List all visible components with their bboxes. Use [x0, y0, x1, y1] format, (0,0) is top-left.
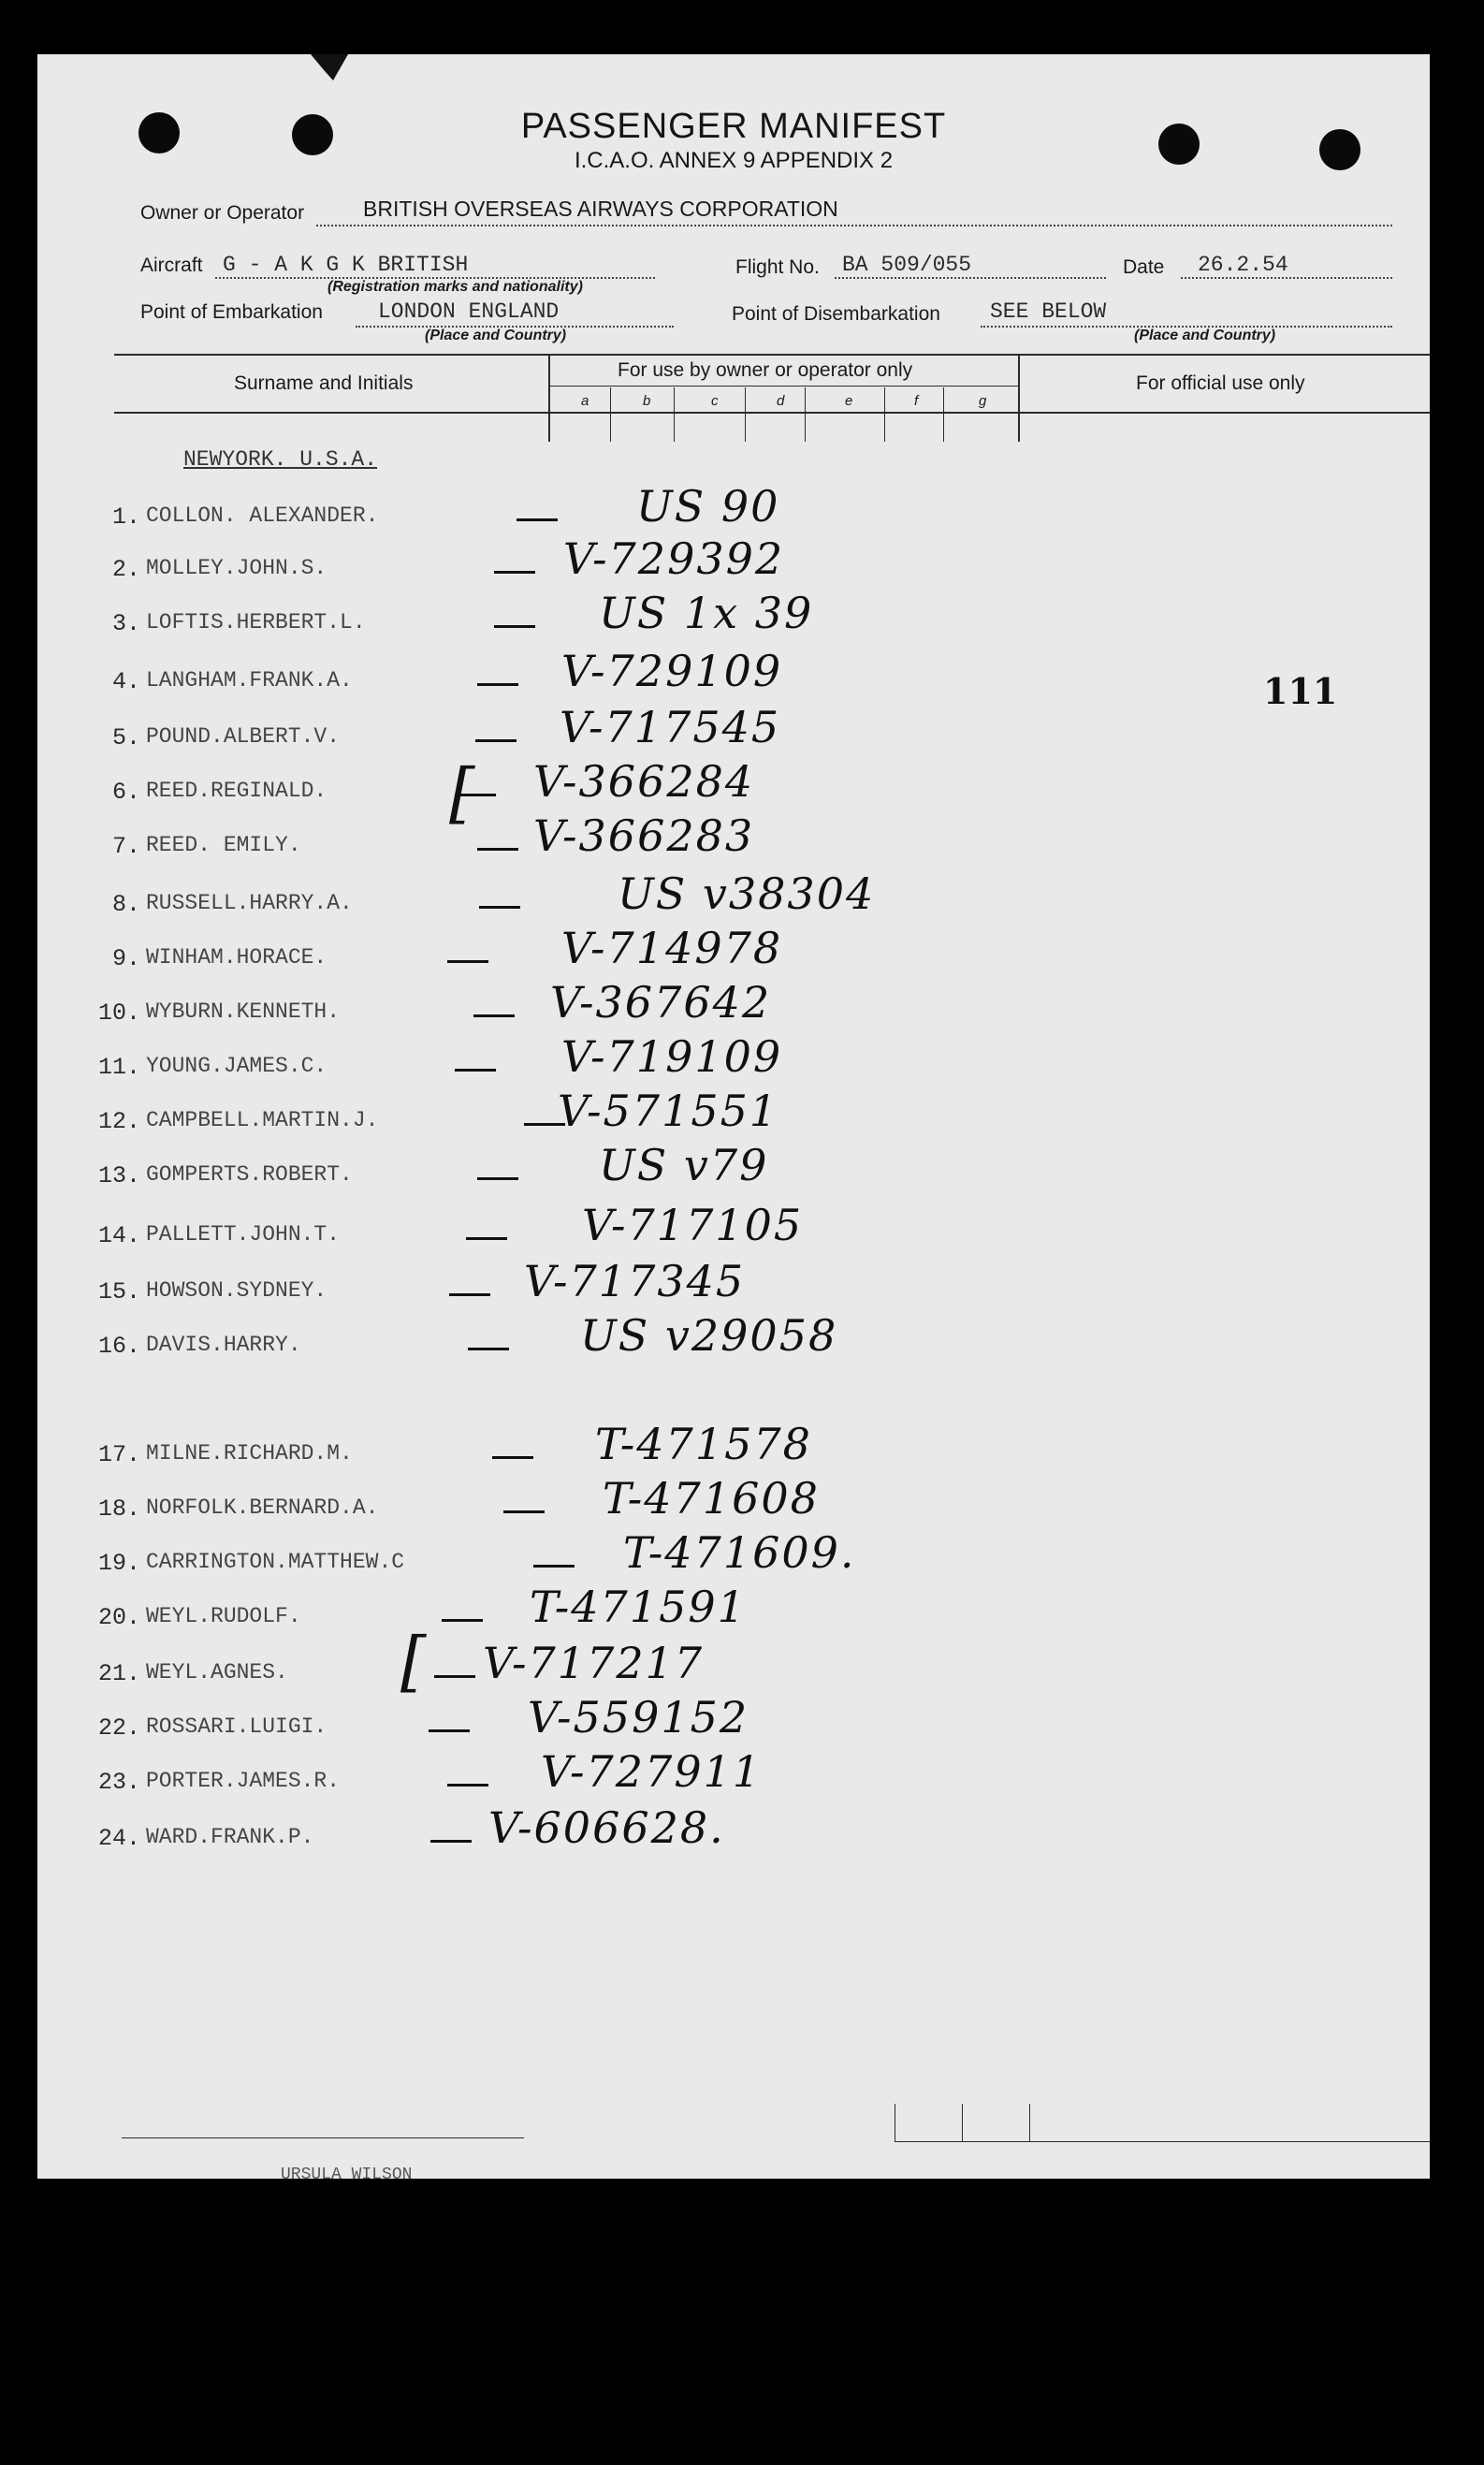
- visa-number: US v79: [599, 1140, 769, 1190]
- handwritten-dash: [430, 1840, 472, 1843]
- passenger-row: [37, 1692, 1254, 1746]
- passenger-name: LOFTIS.HERBERT.L.: [146, 610, 366, 634]
- passenger-row: [37, 702, 1254, 756]
- visa-number: V-717545: [560, 702, 781, 752]
- passenger-name: PALLETT.JOHN.T.: [146, 1222, 341, 1247]
- destination-heading: NEWYORK. U.S.A.: [183, 447, 378, 472]
- visa-number: V-717105: [582, 1200, 804, 1250]
- handwritten-dash: [477, 683, 518, 686]
- embarkation-note: (Place and Country): [425, 328, 567, 343]
- passenger-row: [37, 977, 1254, 1031]
- passenger-number: 17.: [97, 1441, 140, 1468]
- manifest-sheet: [37, 54, 1430, 2179]
- aircraft-value: G - A K G K BRITISH: [223, 253, 469, 277]
- passenger-name: WEYL.RUDOLF.: [146, 1604, 301, 1628]
- subcolumn-divider: [674, 387, 675, 442]
- passenger-row: [37, 481, 1254, 535]
- footer-partial-text: URSULA WILSON: [281, 2166, 413, 2179]
- passenger-name: LANGHAM.FRANK.A.: [146, 668, 353, 693]
- passenger-row: [37, 1802, 1254, 1857]
- passenger-row: [37, 1310, 1254, 1364]
- handwritten-dash: [475, 739, 516, 742]
- subcolumn-c: c: [711, 393, 719, 409]
- passenger-row: [37, 923, 1254, 977]
- table-top-rule: [114, 354, 1430, 356]
- paper-tear: [311, 54, 348, 80]
- passenger-name: COLLON. ALEXANDER.: [146, 503, 379, 528]
- passenger-row: [37, 1419, 1254, 1473]
- handwritten-dash: [533, 1565, 575, 1568]
- passenger-number: 10.: [97, 999, 140, 1027]
- flight-value: BA 509/055: [842, 253, 972, 277]
- date-dotted-line: [1181, 277, 1392, 279]
- visa-number: T-471578: [595, 1419, 812, 1469]
- passenger-number: 16.: [97, 1333, 140, 1360]
- passenger-name: WYBURN.KENNETH.: [146, 999, 341, 1024]
- column-divider: [548, 354, 550, 442]
- passenger-name: WINHAM.HORACE.: [146, 945, 327, 970]
- handwritten-dash: [492, 1456, 533, 1459]
- passenger-row: [37, 868, 1254, 923]
- passenger-row: [37, 1086, 1254, 1140]
- passenger-number: 19.: [97, 1550, 140, 1577]
- subcolumn-divider: [745, 387, 746, 442]
- passenger-number: 18.: [97, 1495, 140, 1523]
- passenger-number: 14.: [97, 1222, 140, 1249]
- subheader-rule: [548, 386, 1018, 387]
- handwritten-dash: [503, 1510, 545, 1513]
- passenger-row: [37, 1473, 1254, 1527]
- passenger-row: [37, 533, 1254, 588]
- column-operator: For use by owner or operator only: [618, 359, 913, 381]
- passenger-number: 9.: [111, 945, 140, 972]
- passenger-name: RUSSELL.HARRY.A.: [146, 891, 353, 915]
- visa-number: V-366284: [533, 756, 755, 807]
- handwritten-dash: [494, 625, 535, 628]
- owner-value: BRITISH OVERSEAS AIRWAYS CORPORATION: [363, 197, 838, 221]
- passenger-row: [37, 756, 1254, 810]
- passenger-row: [37, 1256, 1254, 1310]
- handwritten-dash: [429, 1729, 470, 1732]
- passenger-name: REED.REGINALD.: [146, 779, 327, 803]
- passenger-row: [37, 1582, 1254, 1636]
- subcolumn-a: a: [581, 393, 589, 409]
- visa-number: V-606628.: [488, 1802, 725, 1853]
- passenger-number: 15.: [97, 1278, 140, 1305]
- visa-number: V-729392: [563, 533, 785, 584]
- passenger-number: 22.: [97, 1714, 140, 1742]
- visa-number: V-366283: [533, 810, 755, 861]
- owner-label: Owner or Operator: [140, 202, 305, 224]
- owner-dotted-line: [316, 225, 1392, 226]
- visa-number: T-471608: [603, 1473, 820, 1524]
- passenger-number: 13.: [97, 1162, 140, 1189]
- document-subtitle: I.C.A.O. ANNEX 9 APPENDIX 2: [574, 148, 894, 173]
- passenger-name: HOWSON.SYDNEY.: [146, 1278, 327, 1303]
- passenger-name: YOUNG.JAMES.C.: [146, 1054, 327, 1078]
- passenger-name: NORFOLK.BERNARD.A.: [146, 1495, 379, 1520]
- footer-rule: [122, 2137, 524, 2138]
- document-title: PASSENGER MANIFEST: [520, 107, 947, 146]
- handwritten-dash: [473, 1014, 515, 1017]
- date-value: 26.2.54: [1198, 253, 1288, 277]
- visa-number: V-717345: [524, 1256, 746, 1306]
- footer-divider: [1029, 2104, 1030, 2141]
- passenger-number: 2.: [111, 556, 140, 583]
- passenger-row: [37, 1031, 1254, 1086]
- visa-number: V-727911: [541, 1746, 763, 1797]
- visa-number: V-729109: [561, 646, 783, 696]
- subcolumn-d: d: [777, 393, 785, 409]
- handwritten-dash: [466, 1237, 507, 1240]
- passenger-number: 20.: [97, 1604, 140, 1631]
- passenger-name: WARD.FRANK.P.: [146, 1825, 314, 1849]
- passenger-number: 21.: [97, 1660, 140, 1687]
- visa-number: T-471591: [530, 1582, 747, 1632]
- passenger-name: GOMPERTS.ROBERT.: [146, 1162, 353, 1187]
- disembarkation-value: SEE BELOW: [990, 299, 1107, 324]
- passenger-number: 8.: [111, 891, 140, 918]
- footer-rule: [895, 2141, 1430, 2142]
- handwritten-dash: [477, 1177, 518, 1180]
- visa-number: V-559152: [528, 1692, 749, 1743]
- subcolumn-f: f: [914, 393, 919, 409]
- handwritten-dash: [434, 1675, 475, 1678]
- subcolumn-divider: [805, 387, 806, 442]
- column-official: For official use only: [1136, 372, 1305, 394]
- subcolumn-divider: [943, 387, 944, 442]
- visa-number: US 90: [636, 481, 780, 532]
- official-mark: 111: [1263, 670, 1338, 712]
- visa-number: V-714978: [561, 923, 783, 973]
- handwritten-dash: [447, 960, 488, 963]
- passenger-name: CARRINGTON.MATTHEW.C: [146, 1550, 405, 1574]
- passenger-name: ROSSARI.LUIGI.: [146, 1714, 327, 1739]
- passenger-row: [37, 1200, 1254, 1254]
- flight-label: Flight No.: [735, 256, 820, 278]
- passenger-number: 5.: [111, 724, 140, 751]
- handwritten-dash: [479, 906, 520, 909]
- handwritten-dash: [442, 1619, 483, 1622]
- passenger-name: POUND.ALBERT.V.: [146, 724, 341, 749]
- passenger-row: [37, 1638, 1254, 1692]
- subcolumn-divider: [610, 387, 611, 442]
- passenger-name: REED. EMILY.: [146, 833, 301, 857]
- table-header-rule: [114, 412, 1430, 414]
- column-surname: Surname and Initials: [234, 372, 414, 394]
- passenger-row: [37, 1746, 1254, 1801]
- date-label: Date: [1123, 256, 1165, 278]
- passenger-row: [37, 588, 1254, 642]
- passenger-row: [37, 810, 1254, 865]
- visa-number: US v38304: [618, 868, 876, 919]
- handwritten-dash: [449, 1293, 490, 1296]
- handwritten-dash: [516, 518, 558, 521]
- subcolumn-b: b: [643, 393, 651, 409]
- subcolumn-e: e: [845, 393, 853, 409]
- visa-number: T-471609.: [623, 1527, 856, 1578]
- passenger-row: [37, 1140, 1254, 1194]
- passenger-number: 24.: [97, 1825, 140, 1852]
- embarkation-label: Point of Embarkation: [140, 301, 323, 323]
- passenger-name: MOLLEY.JOHN.S.: [146, 556, 327, 580]
- visa-number: US 1x 39: [599, 588, 814, 638]
- passenger-number: 12.: [97, 1108, 140, 1135]
- family-bracket: [: [400, 1623, 427, 1699]
- passenger-name: PORTER.JAMES.R.: [146, 1769, 341, 1793]
- visa-number: V-719109: [561, 1031, 783, 1082]
- subcolumn-g: g: [979, 393, 987, 409]
- subcolumn-divider: [884, 387, 885, 442]
- passenger-number: 23.: [97, 1769, 140, 1796]
- registration-note: (Registration marks and nationality): [327, 279, 583, 295]
- passenger-row: [37, 1527, 1254, 1582]
- passenger-number: 3.: [111, 610, 140, 637]
- passenger-name: MILNE.RICHARD.M.: [146, 1441, 353, 1466]
- handwritten-dash: [468, 1348, 509, 1350]
- handwritten-dash: [455, 1069, 496, 1072]
- passenger-number: 4.: [111, 668, 140, 695]
- passenger-name: DAVIS.HARRY.: [146, 1333, 301, 1357]
- column-divider: [1018, 354, 1020, 442]
- visa-number: V-717217: [483, 1638, 705, 1688]
- footer-divider: [962, 2104, 963, 2141]
- embarkation-value: LONDON ENGLAND: [378, 299, 560, 324]
- handwritten-dash: [447, 1784, 488, 1787]
- disembarkation-label: Point of Disembarkation: [732, 303, 940, 325]
- aircraft-label: Aircraft: [140, 255, 203, 276]
- passenger-number: 7.: [111, 833, 140, 860]
- passenger-number: 1.: [111, 503, 140, 531]
- handwritten-dash: [477, 848, 518, 851]
- passenger-name: CAMPBELL.MARTIN.J.: [146, 1108, 379, 1132]
- handwritten-dash: [494, 571, 535, 574]
- passenger-number: 6.: [111, 779, 140, 806]
- disembarkation-note: (Place and Country): [1134, 328, 1276, 343]
- visa-number: US v29058: [580, 1310, 838, 1361]
- passenger-name: WEYL.AGNES.: [146, 1660, 288, 1685]
- visa-number: V-367642: [550, 977, 772, 1028]
- family-bracket: [: [449, 754, 475, 831]
- passenger-number: 11.: [97, 1054, 140, 1081]
- flight-dotted-line: [835, 277, 1106, 279]
- passenger-row: [37, 646, 1254, 700]
- visa-number: V-571551: [558, 1086, 779, 1136]
